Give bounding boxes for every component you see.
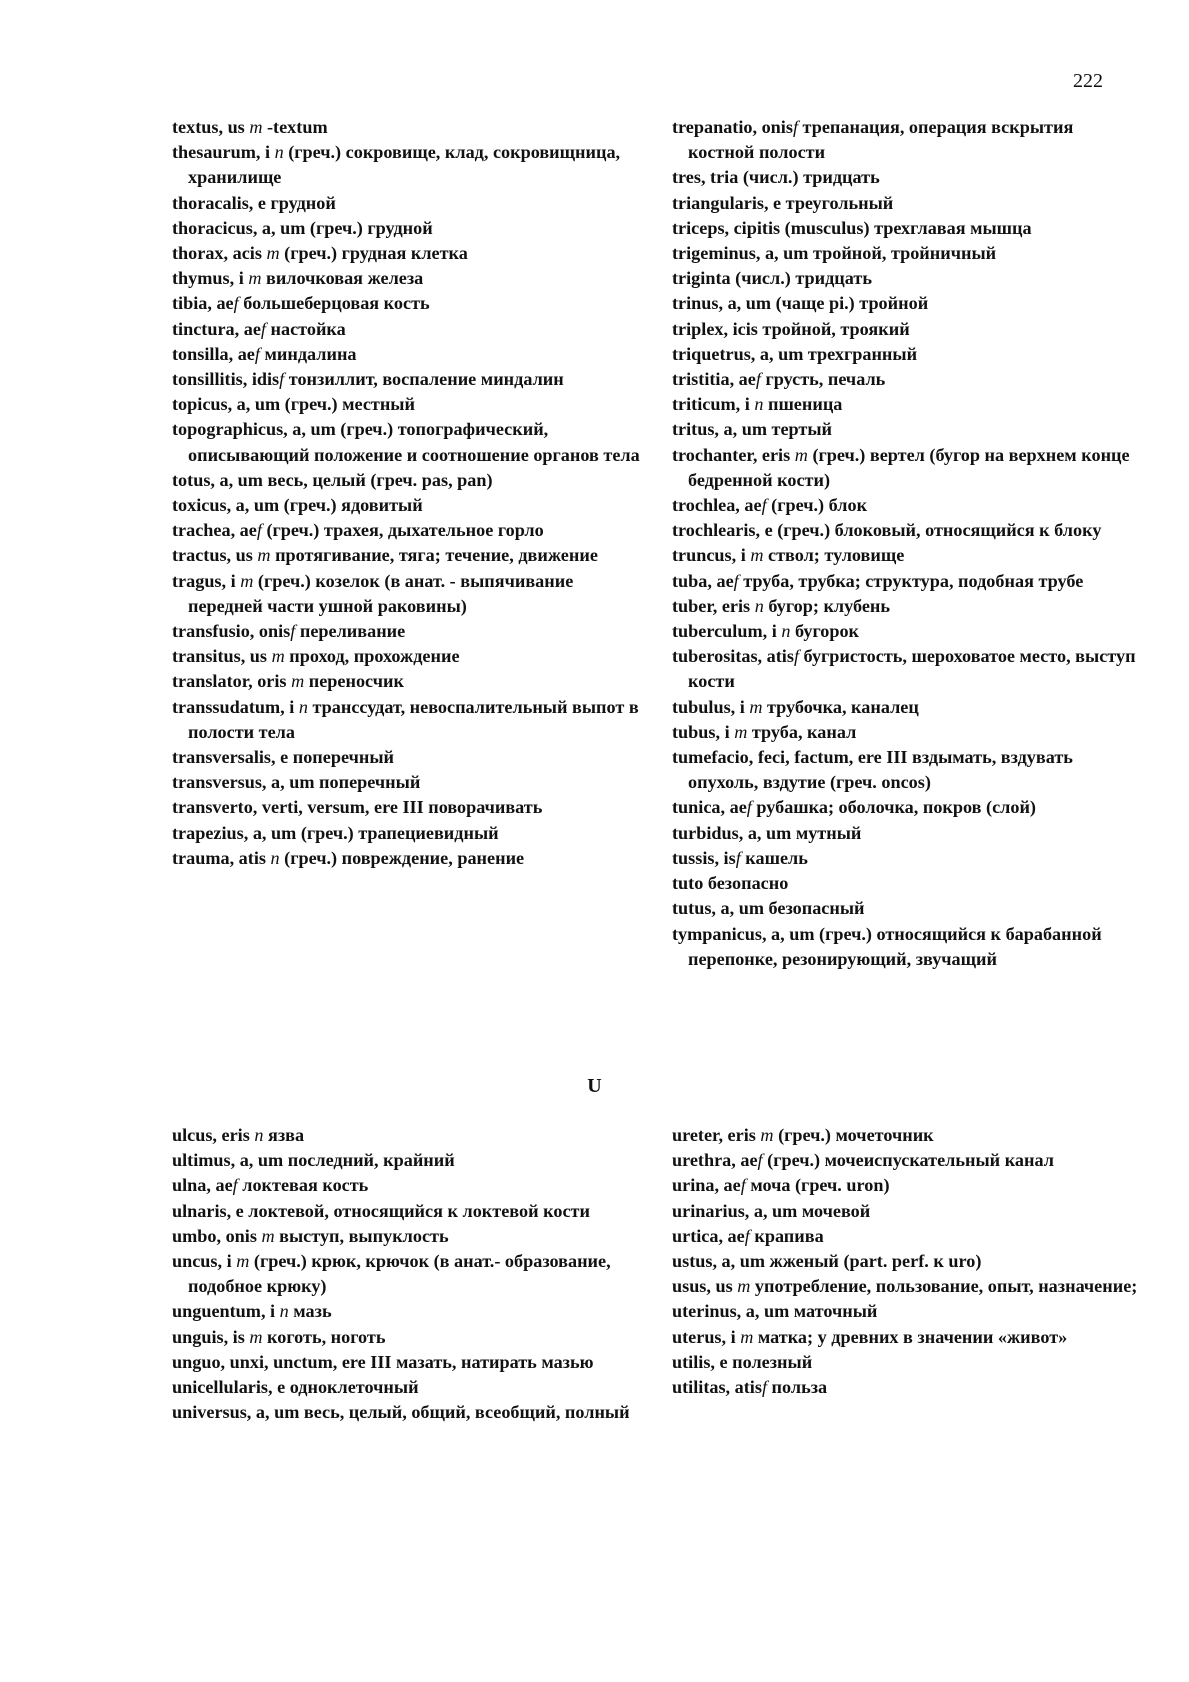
entry-definition: (греч.) мочеиспускательный канал [762, 1150, 1054, 1171]
dictionary-entry [172, 468, 642, 493]
entry-headword: tutus, a, um безопасный [672, 898, 865, 919]
dictionary-entry [672, 266, 1142, 291]
entry-definition: переливание [295, 621, 406, 642]
entry-definition: бугор; клубень [763, 595, 891, 616]
entry-definition: миндалина [259, 343, 357, 364]
entry-headword: tres, tria (числ.) тридцать [672, 167, 880, 188]
entry-gender: f [757, 1150, 763, 1171]
dictionary-entry [172, 1224, 642, 1249]
entry-definition: мазь [288, 1301, 332, 1322]
entry-headword: transsudatum, i [172, 696, 299, 717]
dictionary-entry [672, 644, 1142, 694]
entry-headword: urina, ae [672, 1175, 741, 1196]
entry-gender: n [754, 595, 764, 616]
dictionary-entry [672, 619, 1142, 644]
dictionary-entry [172, 1299, 642, 1324]
entry-gender: f [279, 369, 285, 390]
entry-headword: ultimus, a, um последний, крайний [172, 1150, 455, 1171]
entry-gender: f [761, 495, 767, 516]
entry-headword: translator, oris [172, 671, 292, 692]
dictionary-entry [172, 115, 642, 140]
entry-headword: transitus, us [172, 646, 272, 667]
dictionary-column-u-right [672, 1123, 1142, 1400]
dictionary-entry [672, 1249, 1142, 1274]
entry-definition: труба, канал [747, 721, 857, 742]
dictionary-entry [172, 1199, 642, 1224]
entry-headword: tuberculum, i [672, 621, 782, 642]
entry-definition: локтевая кость [237, 1175, 369, 1196]
dictionary-entry [172, 291, 642, 316]
entry-definition: матка; у древних в значении «живот» [753, 1326, 1068, 1347]
dictionary-entry [172, 1325, 642, 1350]
dictionary-entry [172, 417, 642, 467]
entry-headword: uterinus, a, um маточный [672, 1301, 878, 1322]
entry-definition: вилочковая железа [261, 268, 424, 289]
dictionary-entry [172, 644, 642, 669]
entry-headword: tussis, is [672, 847, 736, 868]
dictionary-entry [672, 594, 1142, 619]
dictionary-entry [672, 695, 1142, 720]
entry-definition: проход, прохождение [284, 646, 460, 667]
dictionary-entry [672, 720, 1142, 745]
entry-gender: n [754, 394, 764, 415]
dictionary-entry [672, 922, 1142, 972]
entry-headword: tubulus, i [672, 696, 750, 717]
entry-definition: (греч.) блок [766, 495, 868, 516]
entry-headword: thymus, i [172, 268, 249, 289]
dictionary-entry [672, 1123, 1142, 1148]
dictionary-entry [672, 1325, 1142, 1350]
dictionary-entry [172, 543, 642, 568]
dictionary-entry [172, 695, 642, 745]
dictionary-entry [672, 1199, 1142, 1224]
entry-headword: trochlea, ae [672, 495, 762, 516]
entry-headword: triticum, i [672, 394, 755, 415]
entry-headword: tympanicus, a, um (греч.) относящийся к барабанной перепонке, резонирующий, звучащий [672, 923, 1102, 969]
dictionary-entry [172, 770, 642, 795]
entry-headword: ulnaris, e локтевой, относящийся к локтевой кости [172, 1200, 590, 1221]
entry-definition: большеберцовая кость [238, 293, 430, 314]
entry-headword: truncus, i [672, 545, 751, 566]
dictionary-entry [672, 896, 1142, 921]
entry-gender: n [254, 1125, 264, 1145]
entry-definition: трепанация, операция вскрытия костной полости [688, 117, 1074, 163]
entry-gender: m [248, 268, 262, 289]
entry-headword: tuto безопасно [672, 873, 789, 894]
dictionary-entry [672, 1224, 1142, 1249]
entry-headword: uterus, i [672, 1326, 741, 1347]
dictionary-entry [172, 619, 642, 644]
entry-gender: f [232, 1175, 238, 1196]
entry-headword: transversus, a, um поперечный [172, 772, 421, 793]
entry-gender: m [249, 117, 263, 137]
entry-headword: uncus, i [172, 1251, 237, 1272]
dictionary-entry [672, 216, 1142, 241]
dictionary-entry [672, 367, 1142, 392]
entry-headword: tritus, a, um тертый [672, 419, 833, 440]
entry-headword: thesaurum, i [172, 142, 275, 163]
dictionary-entry [172, 493, 642, 518]
entry-gender: m [240, 570, 254, 591]
entry-headword: turbidus, a, um мутный [672, 822, 862, 843]
entry-gender: n [279, 1301, 289, 1322]
entry-definition: тонзиллит, воспаление миндалин [284, 369, 564, 390]
entry-gender: m [734, 721, 748, 742]
entry-gender: f [755, 369, 761, 390]
entry-gender: f [792, 117, 798, 137]
entry-headword: thoracalis, e грудной [172, 192, 336, 213]
entry-headword: totus, a, um весь, целый (греч. pas, pan) [172, 469, 493, 490]
entry-definition: (греч.) грудная клетка [279, 243, 468, 264]
dictionary-entry [672, 1173, 1142, 1198]
dictionary-entry [172, 1249, 642, 1299]
entry-headword: trepanatio, onis [672, 117, 793, 137]
entry-headword: tibia, ae [172, 293, 234, 314]
entry-gender: m [749, 696, 763, 717]
dictionary-entry [672, 569, 1142, 594]
entry-headword: ulcus, eris [172, 1125, 255, 1145]
dictionary-entry [172, 1350, 642, 1375]
dictionary-entry [672, 443, 1142, 493]
entry-gender: m [740, 1326, 754, 1347]
entry-headword: tuberositas, atis [672, 646, 794, 667]
entry-headword: transversalis, e поперечный [172, 747, 394, 768]
dictionary-entry [172, 1375, 642, 1400]
entry-definition: кашель [740, 847, 808, 868]
entry-definition: бугристость, шероховатое место, выступ кости [688, 646, 1136, 692]
entry-headword: thorax, acis [172, 243, 267, 264]
entry-headword: tinctura, ae [172, 318, 261, 339]
dictionary-entry [672, 493, 1142, 518]
dictionary-entry [172, 1123, 642, 1148]
entry-gender: m [249, 1326, 263, 1347]
entry-headword: triplex, icis тройной, троякий [672, 318, 910, 339]
dictionary-entry [672, 821, 1142, 846]
dictionary-entry [672, 846, 1142, 871]
entry-gender: f [256, 520, 262, 541]
entry-headword: topographicus, a, um (греч.) топографический, описывающий положение и соотношение органов тела [172, 419, 640, 465]
entry-definition: (греч.) повреждение, ранение [279, 847, 525, 868]
dictionary-entry [172, 342, 642, 367]
entry-headword: tractus, us [172, 545, 258, 566]
dictionary-entry [172, 745, 642, 770]
dictionary-entry [172, 317, 642, 342]
dictionary-entry [172, 241, 642, 266]
dictionary-entry [172, 1400, 642, 1425]
entry-definition: пшеница [763, 394, 843, 415]
dictionary-entry [172, 795, 642, 820]
dictionary-entry [672, 165, 1142, 190]
entry-gender: m [257, 545, 271, 566]
dictionary-column-t-right [672, 115, 1142, 972]
dictionary-entry [672, 518, 1142, 543]
entry-definition: протягивание, тяга; течение, движение [270, 545, 598, 566]
page-number: 222 [1073, 70, 1103, 92]
entry-definition: моча (греч. uron) [745, 1175, 890, 1196]
entry-headword: textus, us [172, 117, 250, 137]
dictionary-entry [672, 795, 1142, 820]
entry-gender: f [740, 1175, 746, 1196]
entry-headword: tuber, eris [672, 595, 755, 616]
entry-gender: f [254, 343, 260, 364]
entry-headword: tristitia, ae [672, 369, 756, 390]
entry-definition: крапива [749, 1225, 824, 1246]
dictionary-entry [172, 266, 642, 291]
entry-headword: unguentum, i [172, 1301, 280, 1322]
entry-definition: трубочка, каналец [762, 696, 919, 717]
entry-headword: ulna, ae [172, 1175, 233, 1196]
entry-headword: tumefacio, feci, factum, ere III вздымать, вздувать опухоль, вздутие (греч. oncos) [672, 747, 1073, 793]
entry-headword: ureter, eris [672, 1125, 761, 1145]
entry-headword: trapezius, a, um (греч.) трапециевидный [172, 822, 499, 843]
dictionary-entry [172, 140, 642, 190]
entry-definition: бугорок [790, 621, 860, 642]
entry-gender: f [735, 847, 741, 868]
entry-headword: trauma, atis [172, 847, 271, 868]
dictionary-column-u-left [172, 1123, 642, 1425]
dictionary-entry [172, 846, 642, 871]
entry-gender: m [236, 1251, 250, 1272]
entry-headword: tragus, i [172, 570, 241, 591]
dictionary-entry [672, 1299, 1142, 1324]
entry-definition: транссудат, невоспалительный выпот в полости тела [188, 696, 639, 742]
entry-headword: urtica, ae [672, 1225, 745, 1246]
entry-headword: unguo, unxi, unctum, ere III мазать, натирать мазью [172, 1351, 594, 1372]
entry-gender: m [271, 646, 285, 667]
dictionary-entry [672, 871, 1142, 896]
entry-definition: (греч.) крюк, крючок (в анат.- образование, подобное крюку) [188, 1251, 611, 1297]
entry-gender: m [760, 1125, 774, 1145]
entry-headword: unicellularis, e одноклеточный [172, 1377, 419, 1398]
dictionary-entry [172, 191, 642, 216]
entry-headword: utilis, e полезный [672, 1351, 813, 1372]
entry-headword: transfusio, onis [172, 621, 291, 642]
entry-headword: universus, a, um весь, целый, общий, всеобщий, полный [172, 1402, 630, 1423]
entry-gender: n [781, 621, 791, 642]
entry-headword: topicus, a, um (греч.) местный [172, 394, 415, 415]
entry-definition: ствол; туловище [763, 545, 905, 566]
entry-definition: язва [263, 1125, 305, 1145]
entry-headword: urinarius, a, um мочевой [672, 1200, 871, 1221]
entry-definition: (греч.) вертел (бугор на верхнем конце бедренной кости) [688, 444, 1130, 490]
dictionary-entry [172, 669, 642, 694]
dictionary-column-t-left [172, 115, 642, 871]
dictionary-entry [672, 191, 1142, 216]
entry-definition: коготь, ноготь [262, 1326, 386, 1347]
entry-gender: m [794, 444, 808, 465]
entry-headword: ustus, a, um жженый (part. perf. к uro) [672, 1251, 982, 1272]
dictionary-entry [172, 367, 642, 392]
entry-definition: (греч.) мочеточник [773, 1125, 934, 1145]
entry-headword: trochlearis, e (греч.) блоковый, относящийся к блоку [672, 520, 1102, 541]
dictionary-entry [172, 569, 642, 619]
entry-headword: transverto, verti, versum, ere III поворачивать [172, 797, 543, 818]
entry-headword: usus, us [672, 1276, 738, 1297]
dictionary-entry [672, 745, 1142, 795]
section-letter-heading: U [587, 1075, 602, 1097]
entry-gender: n [274, 142, 284, 163]
dictionary-entry [672, 1350, 1142, 1375]
entry-definition: (греч.) сокровище, клад, сокровищница, хранилище [188, 142, 621, 188]
entry-headword: trigeminus, a, um тройной, тройничный [672, 243, 997, 264]
dictionary-entry [172, 821, 642, 846]
entry-gender: m [291, 671, 305, 692]
entry-headword: urethra, ae [672, 1150, 758, 1171]
entry-headword: triangularis, e треугольный [672, 192, 894, 213]
entry-headword: tonsillitis, idis [172, 369, 280, 390]
dictionary-entry [172, 216, 642, 241]
entry-definition: -textum [262, 117, 328, 137]
entry-gender: f [761, 1377, 767, 1398]
entry-gender: f [290, 621, 296, 642]
entry-gender: f [233, 293, 239, 314]
dictionary-entry [672, 1274, 1142, 1299]
entry-gender: n [270, 847, 280, 868]
dictionary-entry [672, 392, 1142, 417]
dictionary-entry [672, 1375, 1142, 1400]
entry-definition: употребление, пользование, опыт, назначение; [750, 1276, 1138, 1297]
entry-gender: f [746, 797, 752, 818]
entry-headword: trachea, ae [172, 520, 257, 541]
dictionary-entry [672, 543, 1142, 568]
entry-headword: trinus, a, um (чаще pi.) тройной [672, 293, 929, 314]
entry-gender: f [260, 318, 266, 339]
dictionary-entry [172, 518, 642, 543]
entry-headword: tunica, ae [672, 797, 747, 818]
dictionary-entry [672, 241, 1142, 266]
entry-gender: m [750, 545, 764, 566]
dictionary-entry [672, 115, 1142, 165]
entry-definition: (греч.) козелок (в анат. - выпячивание передней части ушной раковины) [188, 570, 574, 616]
entry-gender: m [737, 1276, 751, 1297]
entry-definition: труба, трубка; структура, подобная трубе [738, 570, 1084, 591]
entry-definition: переносчик [304, 671, 404, 692]
dictionary-entry [672, 342, 1142, 367]
dictionary-entry [672, 417, 1142, 442]
entry-definition: выступ, выпуклость [274, 1225, 449, 1246]
entry-headword: tonsilla, ae [172, 343, 255, 364]
entry-headword: umbo, onis [172, 1225, 262, 1246]
entry-definition: настойка [265, 318, 346, 339]
entry-headword: triginta (числ.) тридцать [672, 268, 872, 289]
entry-headword: thoracicus, a, um (греч.) грудной [172, 217, 433, 238]
dictionary-entry [172, 1173, 642, 1198]
entry-gender: m [261, 1225, 275, 1246]
entry-headword: unguis, is [172, 1326, 250, 1347]
entry-definition: грусть, печаль [760, 369, 886, 390]
entry-gender: f [744, 1225, 750, 1246]
entry-definition: польза [767, 1377, 828, 1398]
dictionary-entry [672, 291, 1142, 316]
dictionary-entry [172, 1148, 642, 1173]
entry-headword: trochanter, eris [672, 444, 795, 465]
entry-headword: triquetrus, a, um трехгранный [672, 343, 918, 364]
entry-gender: n [298, 696, 308, 717]
entry-definition: рубашка; оболочка, покров (слой) [751, 797, 1036, 818]
entry-headword: tuba, ae [672, 570, 734, 591]
entry-gender: f [733, 570, 739, 591]
entry-headword: tubus, i [672, 721, 735, 742]
dictionary-entry [672, 317, 1142, 342]
entry-headword: utilitas, atis [672, 1377, 762, 1398]
dictionary-entry [672, 1148, 1142, 1173]
dictionary-entry [172, 392, 642, 417]
entry-definition: (греч.) трахея, дыхательное горло [261, 520, 544, 541]
entry-headword: toxicus, a, um (греч.) ядовитый [172, 495, 423, 516]
entry-headword: triceps, cipitis (musculus) трехглавая мышца [672, 217, 1032, 238]
entry-gender: m [266, 243, 280, 264]
entry-gender: f [793, 646, 799, 667]
